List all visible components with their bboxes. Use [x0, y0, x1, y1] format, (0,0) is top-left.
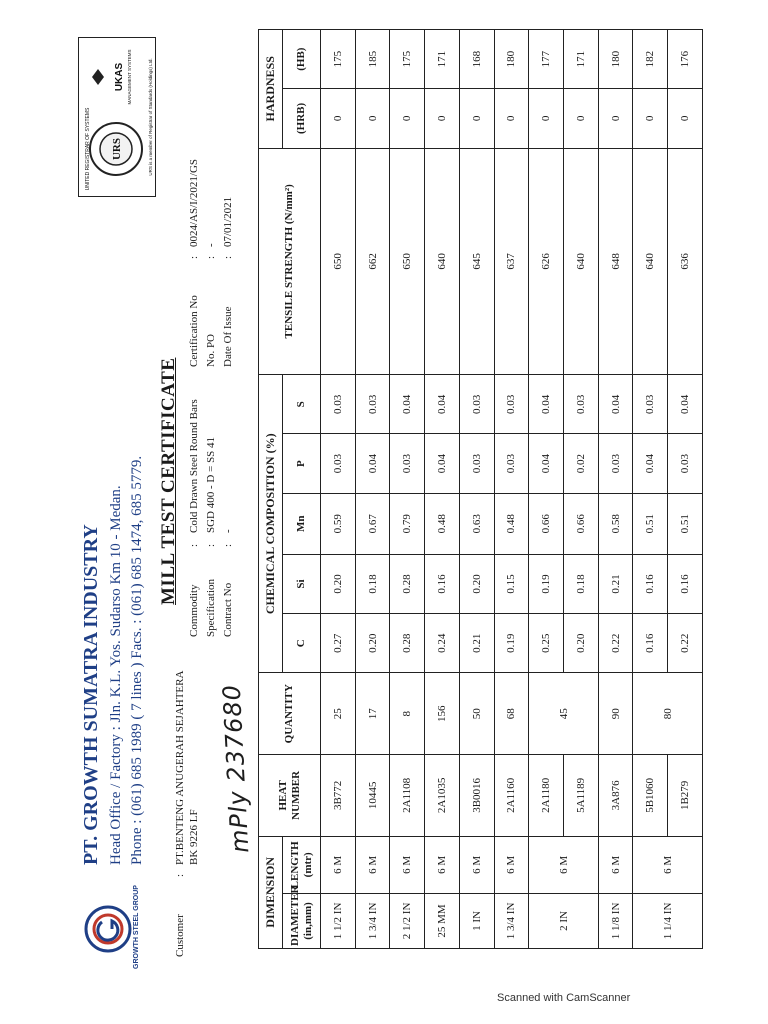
customer-label: Customer	[174, 914, 186, 957]
cell-diameter: 1 3/4 IN	[355, 893, 390, 948]
cell-c: 0.22	[668, 614, 703, 673]
cell-heat-number: 2A1160	[494, 755, 529, 837]
cell-p: 0.04	[425, 434, 460, 493]
cell-c: 0.22	[598, 614, 633, 673]
table-row	[459, 30, 494, 949]
header-quantity: QUANTITY	[259, 673, 321, 755]
urs-ring-text: UNITED REGISTRAR OF SYSTEMS	[85, 107, 91, 191]
cell-s: 0.04	[529, 375, 564, 434]
company-name: PT. GROWTH SUMATRA INDUSTRY	[80, 524, 102, 865]
crown-icon	[92, 69, 104, 85]
commodity-label: Commodity	[188, 584, 200, 637]
cell-p: 0.04	[355, 434, 390, 493]
cell-tensile: 662	[355, 148, 390, 375]
cell-hrb: 0	[633, 89, 668, 148]
company-logo-icon	[84, 905, 132, 953]
cell-hrb: 0	[390, 89, 425, 148]
header-hardness: HARDNESS	[259, 30, 283, 149]
table-body	[321, 30, 703, 949]
cell-diameter: 25 MM	[425, 893, 460, 948]
urs-seal-text: URS	[111, 137, 123, 161]
cell-si: 0.16	[633, 554, 668, 613]
cell-s: 0.04	[598, 375, 633, 434]
cell-p: 0.03	[390, 434, 425, 493]
cell-diameter: 1 1/8 IN	[598, 893, 633, 948]
cell-hb: 175	[321, 30, 356, 89]
cell-mn: 0.66	[564, 493, 599, 554]
cell-si: 0.18	[564, 554, 599, 613]
cell-heat-number: 2A1035	[425, 755, 460, 837]
cell-si: 0.16	[668, 554, 703, 613]
cell-mn: 0.51	[668, 493, 703, 554]
header-length: LENGTH (mtr)	[283, 836, 321, 893]
table-row	[564, 30, 599, 949]
cell-quantity: 68	[494, 673, 529, 755]
table-row	[425, 30, 460, 949]
cell-mn: 0.51	[633, 493, 668, 554]
cell-p: 0.04	[633, 434, 668, 493]
header-c: C	[283, 614, 321, 673]
po-colon: :	[205, 255, 217, 259]
cell-s: 0.04	[668, 375, 703, 434]
certification-badge	[78, 37, 156, 197]
issue-value: 07/01/2021	[222, 196, 234, 247]
table-row	[494, 30, 529, 949]
issue-colon: :	[222, 255, 234, 259]
cell-quantity: 80	[633, 673, 702, 755]
cell-c: 0.28	[390, 614, 425, 673]
issue-label: Date Of Issue	[222, 306, 234, 367]
cell-hrb: 0	[321, 89, 356, 148]
cell-length: 6 M	[390, 836, 425, 893]
table-row	[668, 30, 703, 949]
po-label: No. PO	[205, 333, 217, 367]
cell-s: 0.03	[564, 375, 599, 434]
cell-tensile: 640	[425, 148, 460, 375]
cell-p: 0.03	[598, 434, 633, 493]
cell-mn: 0.66	[529, 493, 564, 554]
cell-hb: 171	[564, 30, 599, 89]
cell-length: 6 M	[355, 836, 390, 893]
cell-heat-number: 10445	[355, 755, 390, 837]
cell-hrb: 0	[494, 89, 529, 148]
cell-c: 0.20	[564, 614, 599, 673]
cell-heat-number: 5B1060	[633, 755, 668, 837]
cell-tensile: 626	[529, 148, 564, 375]
cell-s: 0.04	[425, 375, 460, 434]
cell-mn: 0.58	[598, 493, 633, 554]
cell-p: 0.03	[459, 434, 494, 493]
cell-hb: 168	[459, 30, 494, 89]
cell-mn: 0.59	[321, 493, 356, 554]
cell-tensile: 648	[598, 148, 633, 375]
po-value: -	[205, 243, 217, 247]
cell-hb: 185	[355, 30, 390, 89]
cell-tensile: 640	[633, 148, 668, 375]
cell-c: 0.16	[633, 614, 668, 673]
document-title: MILL TEST CERTIFICATE	[158, 357, 179, 605]
commodity-colon: :	[188, 543, 200, 547]
cell-quantity: 17	[355, 673, 390, 755]
cell-heat-number: 5A1189	[564, 755, 599, 837]
letterhead	[74, 23, 255, 977]
cell-hrb: 0	[668, 89, 703, 148]
certification-colon: :	[188, 255, 200, 259]
cell-tensile: 645	[459, 148, 494, 375]
cell-quantity: 25	[321, 673, 356, 755]
mill-test-certificate	[74, 23, 728, 977]
cell-s: 0.03	[633, 375, 668, 434]
badge-footnote: URS is a member of Registrar of Standards (Holdings) Ltd.	[148, 58, 153, 176]
cell-hrb: 0	[459, 89, 494, 148]
cell-tensile: 650	[321, 148, 356, 375]
cell-heat-number: 1B279	[668, 755, 703, 837]
cell-heat-number: 2A1180	[529, 755, 564, 837]
company-phone: Phone : (061) 685 1989 ( 7 lines ) Facs. : (061) 685 1474, 685 5779.	[129, 455, 145, 865]
cell-quantity: 8	[390, 673, 425, 755]
cell-length: 6 M	[529, 836, 598, 893]
cell-si: 0.20	[459, 554, 494, 613]
cell-quantity: 45	[529, 673, 598, 755]
handwritten-note: mPly 237680	[217, 683, 255, 854]
cell-heat-number: 3B772	[321, 755, 356, 837]
header-si: Si	[283, 554, 321, 613]
cell-c: 0.27	[321, 614, 356, 673]
header-diameter: DIAMETER (in,mm)	[283, 893, 321, 948]
cell-s: 0.04	[390, 375, 425, 434]
contract-value: -	[222, 529, 234, 533]
cell-si: 0.19	[529, 554, 564, 613]
cell-diameter: 2 IN	[529, 893, 598, 948]
cell-heat-number: 3A876	[598, 755, 633, 837]
cell-si: 0.18	[355, 554, 390, 613]
header-p: P	[283, 434, 321, 493]
cell-tensile: 650	[390, 148, 425, 375]
cell-s: 0.03	[494, 375, 529, 434]
header-mn: Mn	[283, 493, 321, 554]
table-row	[529, 30, 564, 949]
cell-s: 0.03	[321, 375, 356, 434]
cell-si: 0.28	[390, 554, 425, 613]
customer-value-2: BK 9226 LF	[188, 809, 200, 865]
cell-mn: 0.48	[425, 493, 460, 554]
cell-s: 0.03	[355, 375, 390, 434]
mill-test-table	[258, 29, 703, 949]
table-row	[390, 30, 425, 949]
cell-hb: 177	[529, 30, 564, 89]
cell-p: 0.04	[529, 434, 564, 493]
cell-p: 0.03	[494, 434, 529, 493]
cell-quantity: 156	[425, 673, 460, 755]
header-dimension: DIMENSION	[259, 836, 283, 948]
cell-hrb: 0	[529, 89, 564, 148]
cell-diameter: 2 1/2 IN	[390, 893, 425, 948]
contract-colon: :	[222, 543, 234, 547]
cell-si: 0.16	[425, 554, 460, 613]
cell-hb: 171	[425, 30, 460, 89]
cell-c: 0.21	[459, 614, 494, 673]
company-address: Head Office / Factory : Jln. K.L. Yos. Sudarso Km 10 - Medan.	[108, 485, 124, 865]
cell-diameter: 1 1/4 IN	[633, 893, 702, 948]
cell-length: 6 M	[633, 836, 702, 893]
customer-value: PT.BENTENG ANUGERAH SEJAHTERA	[174, 670, 186, 865]
ukas-text: UKAS	[114, 62, 125, 92]
cell-quantity: 90	[598, 673, 633, 755]
table-row	[598, 30, 633, 949]
cell-length: 6 M	[425, 836, 460, 893]
specification-colon: :	[205, 543, 217, 547]
cell-hb: 182	[633, 30, 668, 89]
ukas-subtext: MANAGEMENT SYSTEMS	[127, 49, 132, 105]
customer-colon: :	[174, 873, 186, 877]
contract-label: Contract No	[222, 582, 234, 637]
cell-mn: 0.48	[494, 493, 529, 554]
cell-s: 0.03	[459, 375, 494, 434]
cell-tensile: 637	[494, 148, 529, 375]
cell-length: 6 M	[321, 836, 356, 893]
certification-label: Certification No	[188, 295, 200, 367]
cell-mn: 0.63	[459, 493, 494, 554]
cell-tensile: 640	[564, 148, 599, 375]
cell-diameter: 1 IN	[459, 893, 494, 948]
cell-mn: 0.67	[355, 493, 390, 554]
cell-c: 0.24	[425, 614, 460, 673]
cell-c: 0.25	[529, 614, 564, 673]
cell-si: 0.15	[494, 554, 529, 613]
table-row	[355, 30, 390, 949]
specification-value: SGD 400 - D = SS 41	[205, 436, 217, 533]
header-hrb: (HRB)	[283, 89, 321, 148]
header-heat-number: HEAT NUMBER	[259, 755, 321, 837]
cell-quantity: 50	[459, 673, 494, 755]
cell-hrb: 0	[355, 89, 390, 148]
cell-si: 0.20	[321, 554, 356, 613]
cell-length: 6 M	[494, 836, 529, 893]
cell-hb: 176	[668, 30, 703, 89]
header-tensile: TENSILE STRENGTH (N/mm²)	[259, 148, 321, 375]
cell-p: 0.03	[321, 434, 356, 493]
cell-mn: 0.79	[390, 493, 425, 554]
header-chemical: CHEMICAL COMPOSITION (%)	[259, 375, 283, 673]
cell-p: 0.03	[668, 434, 703, 493]
table-row	[321, 30, 356, 949]
cell-hb: 175	[390, 30, 425, 89]
cell-hrb: 0	[425, 89, 460, 148]
table-row	[633, 30, 668, 949]
cell-p: 0.02	[564, 434, 599, 493]
cell-c: 0.20	[355, 614, 390, 673]
cell-hrb: 0	[564, 89, 599, 148]
cell-si: 0.21	[598, 554, 633, 613]
cell-hb: 180	[598, 30, 633, 89]
cell-hrb: 0	[598, 89, 633, 148]
cell-diameter: 1 1/2 IN	[321, 893, 356, 948]
cell-c: 0.19	[494, 614, 529, 673]
cell-heat-number: 2A1108	[390, 755, 425, 837]
header-hb: (HB)	[283, 30, 321, 89]
cell-diameter: 1 3/4 IN	[494, 893, 529, 948]
certification-value: 0024/AS/I/2021/GS	[188, 158, 200, 247]
cell-length: 6 M	[459, 836, 494, 893]
specification-label: Specification	[205, 578, 217, 637]
cell-heat-number: 3B0016	[459, 755, 494, 837]
commodity-value: Cold Drawn Steel Round Bars	[188, 399, 200, 533]
cell-tensile: 636	[668, 148, 703, 375]
logo-caption: GROWTH STEEL GROUP	[133, 885, 140, 969]
scanner-footer: Scanned with CamScanner	[497, 992, 631, 1004]
cell-length: 6 M	[598, 836, 633, 893]
header-s: S	[283, 375, 321, 434]
cell-hb: 180	[494, 30, 529, 89]
